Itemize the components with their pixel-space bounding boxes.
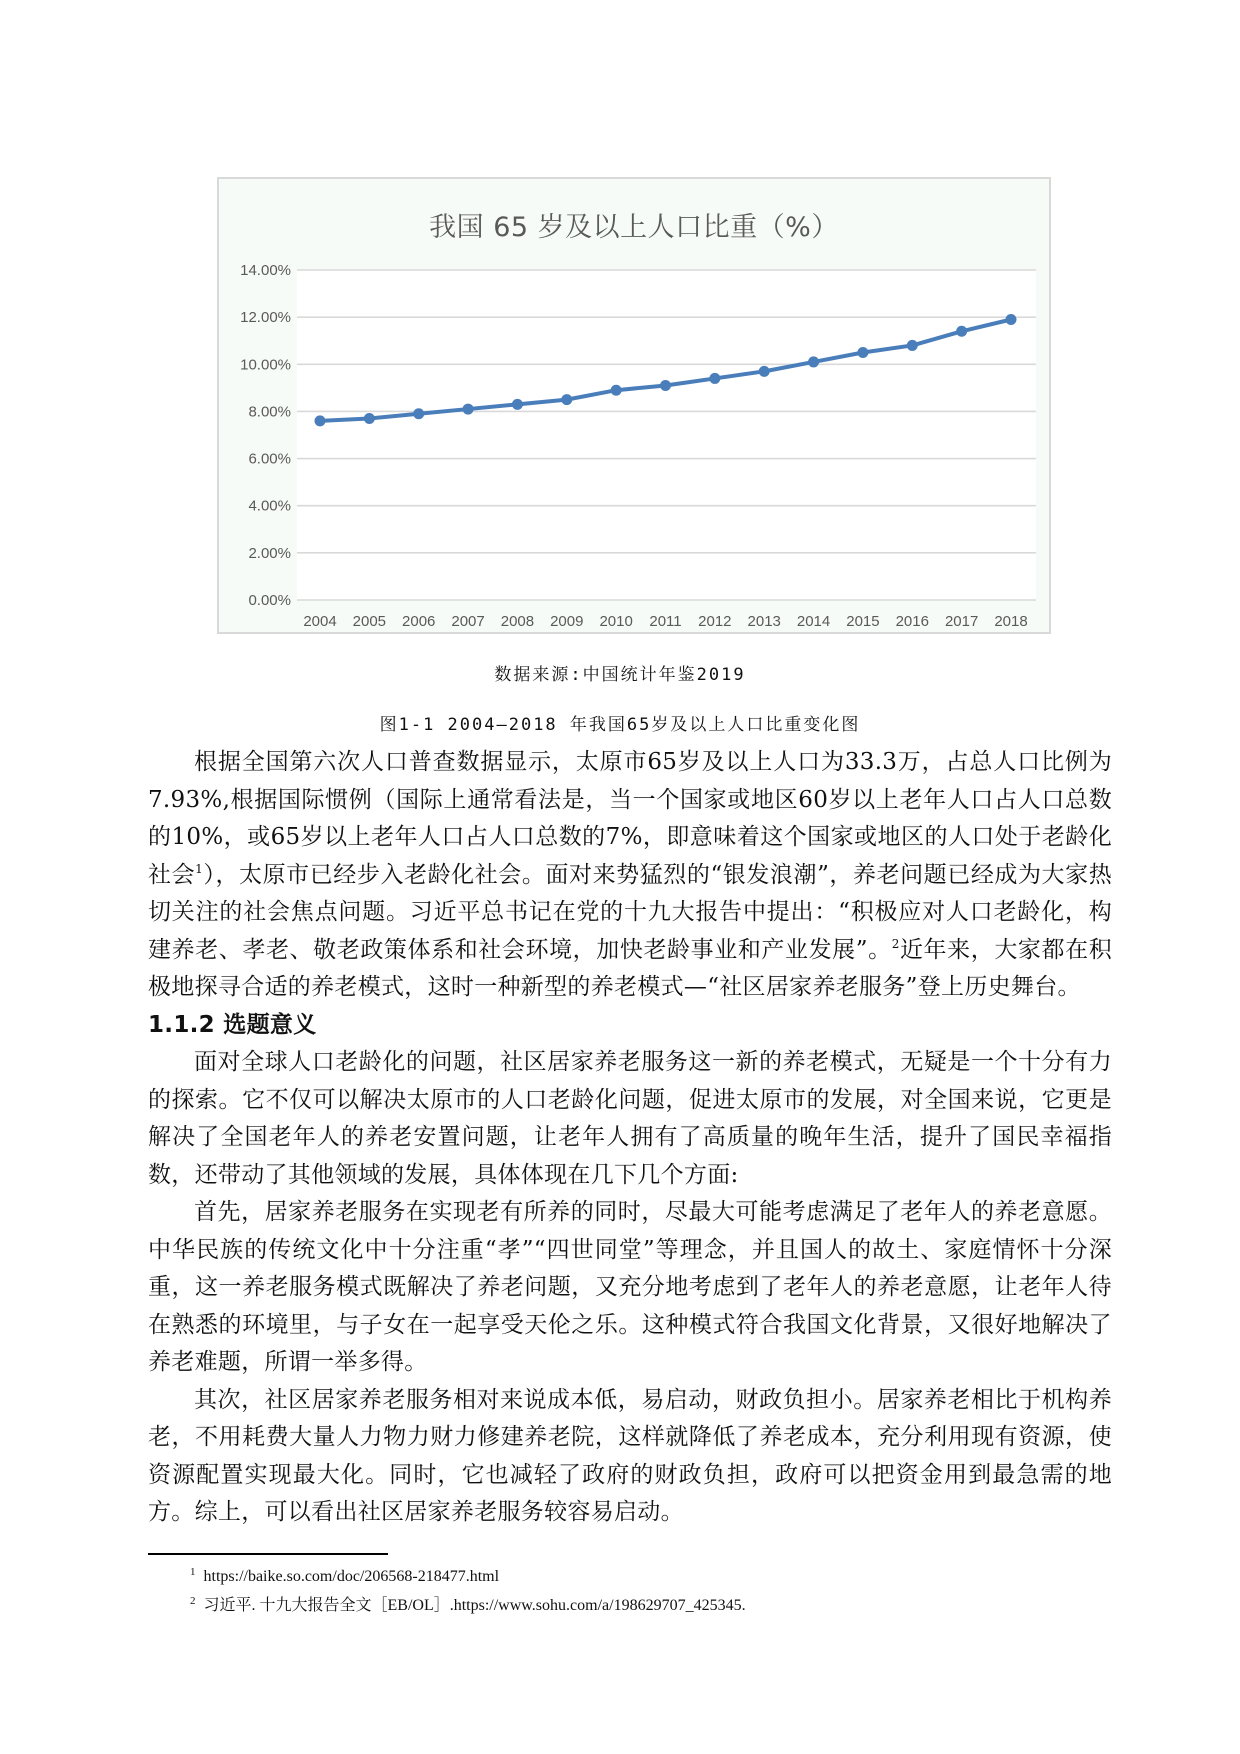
x-tick-label: 2010 — [599, 613, 633, 630]
x-tick-label: 2004 — [303, 613, 337, 630]
footnote-2 — [190, 1589, 1090, 1618]
paragraph-aging-status — [148, 744, 1112, 1007]
x-tick-label: 2011 — [649, 613, 682, 630]
data-point-marker — [413, 408, 424, 419]
y-tick-label: 2.00% — [248, 544, 291, 562]
data-point-marker — [463, 404, 474, 415]
data-point-marker — [709, 373, 720, 384]
data-point-marker — [857, 347, 868, 358]
chart-title: 我国 65 岁及以上人口比重（%） — [429, 212, 839, 243]
x-tick-label: 2012 — [698, 613, 732, 630]
section-heading: 1.1.2 选题意义 — [148, 1011, 317, 1038]
data-point-marker — [759, 366, 770, 377]
chart-frame — [217, 177, 1051, 634]
data-point-marker — [956, 326, 967, 337]
footnote-ref-1[interactable]: 1 — [195, 861, 204, 876]
x-tick-label: 2017 — [944, 613, 979, 630]
data-source-caption: 数据来源:中国统计年鉴2019 — [494, 665, 746, 685]
y-axis-ticks — [240, 262, 291, 609]
plot-area — [297, 270, 1036, 600]
paragraph-text: ），太原市已经步入老龄化社会。面对来势猛烈的“银发浪潮”，养老问题已经成为大家热切关注的社会焦点问题。习近平总书记在党的十九大报告中提出：“积极应对人口老龄化，构建养老、孝老、敬老政策体系和社会环境，加快老龄事业和产业发展”。 — [148, 861, 1112, 963]
x-tick-label: 2008 — [500, 613, 535, 630]
x-tick-label: 2013 — [747, 613, 781, 630]
y-tick-label: 4.00% — [248, 497, 291, 515]
data-point-marker — [611, 385, 622, 396]
x-tick-label: 2016 — [895, 613, 929, 630]
x-tick-label: 2009 — [550, 613, 584, 630]
y-tick-label: 0.00% — [248, 592, 291, 609]
x-axis-ticks — [303, 613, 1027, 630]
footnote-1 — [190, 1560, 1090, 1589]
x-tick-label: 2014 — [796, 613, 831, 630]
footnote-text: 习近平. 十九大报告全文［EB/OL］.https://www.sohu.com/a/198629707_425345. — [203, 1597, 746, 1614]
y-tick-label: 6.00% — [248, 450, 291, 468]
data-point-marker — [808, 356, 819, 367]
y-tick-label: 8.00% — [248, 403, 291, 421]
x-tick-label: 2015 — [846, 613, 880, 630]
x-tick-label: 2006 — [402, 613, 436, 630]
data-point-marker — [364, 413, 375, 424]
x-tick-label: 2007 — [451, 613, 485, 630]
y-tick-label: 12.00% — [240, 309, 291, 327]
footnote-separator — [148, 1553, 388, 1555]
x-tick-label: 2018 — [994, 613, 1028, 630]
paragraph-significance: 面对全球人口老龄化的问题，社区居家养老服务这一新的养老模式，无疑是一个十分有力的探索。它不仅可以解决太原市的人口老龄化问题，促进太原市的发展，对全国来说，它更是解决了全国老年人的养老安置问题，让老年人拥有了高质量的晚年生活，提升了国民幸福指数，还带动了其他领域的发展，具体体现在几下几个方面: — [148, 1049, 1112, 1188]
data-point-marker — [561, 394, 572, 405]
paragraph-text: 近年来，大家都在积极地探寻合适的养老模式，这时一种新型的养老模式—“社区居家养老服务”登上历史舞台。 — [148, 936, 1113, 1000]
footnote-ref-2[interactable]: 2 — [891, 936, 900, 951]
x-tick-label: 2005 — [352, 613, 387, 630]
data-point-marker — [907, 340, 918, 351]
data-point-marker — [315, 415, 326, 426]
paragraph-first-point: 首先，居家养老服务在实现老有所养的同时，尽最大可能考虑满足了老年人的养老意愿。中华民族的传统文化中十分注重“孝”“四世同堂”等理念，并且国人的故土、家庭情怀十分深重，这一养老服务模式既解决了养老问题，又充分地考虑到了老年人的养老意愿，让老年人待在熟悉的环境里，与子女在一起享受天伦之乐。这种模式符合我国文化背景，又很好地解决了养老难题，所谓一举多得。 — [148, 1199, 1112, 1375]
footnote-link[interactable]: https://baike.so.com/doc/206568-218477.html — [203, 1568, 500, 1585]
data-point-marker — [1006, 314, 1017, 325]
footnote-number: 1 — [190, 1566, 196, 1578]
body-text — [148, 744, 1112, 1532]
data-point-marker — [512, 399, 523, 410]
line-chart — [219, 179, 1049, 632]
y-tick-label: 10.00% — [240, 356, 291, 374]
y-tick-label: 14.00% — [240, 262, 291, 279]
footnote-number: 2 — [190, 1595, 196, 1607]
figure-caption: 图1-1 2004—2018 年我国65岁及以上人口比重变化图 — [379, 715, 861, 735]
footnotes — [190, 1560, 1090, 1618]
paragraph-text: 根据全国第六次人口普查数据显示，太原市65岁及以上人口为33.3万，占总人口比例为7.93%,根据国际惯例（国际上通常看法是，当一个国家或地区60岁以上老年人口占人口总数的10%，或65岁以上老年人口占人口总数的7%，即意味着这个国家或地区的人口处于老龄化社会 — [148, 749, 1112, 888]
data-point-marker — [660, 380, 671, 391]
paragraph-second-point: 其次，社区居家养老服务相对来说成本低，易启动，财政负担小。居家养老相比于机构养老，不用耗费大量人力物力财力修建养老院，这样就降低了养老成本，充分利用现有资源，使资源配置实现最大化。同时，它也减轻了政府的财政负担，政府可以把资金用到最急需的地方。综上，可以看出社区居家养老服务较容易启动。 — [148, 1386, 1112, 1525]
